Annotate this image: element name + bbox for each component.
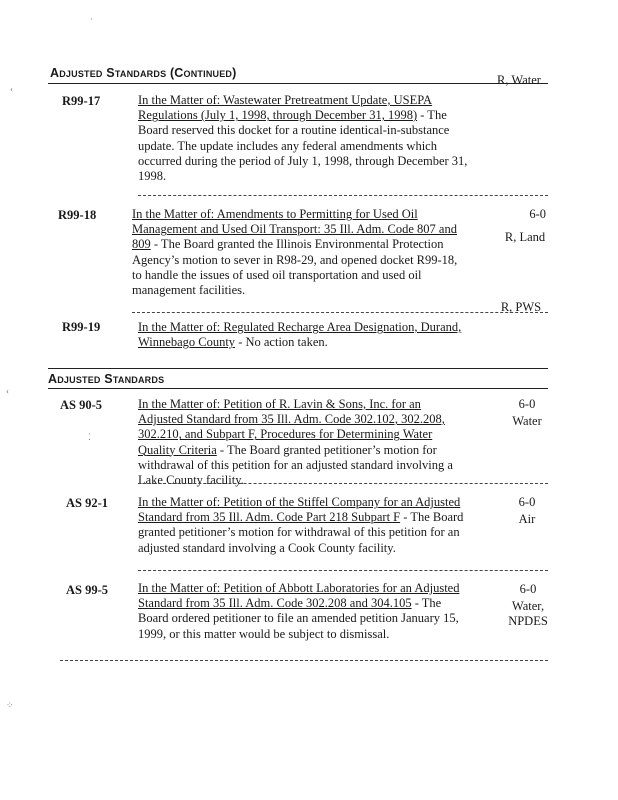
scan-speck: ‹ — [10, 84, 13, 94]
entry-meta — [492, 579, 564, 629]
docket-number: AS 90-5 — [60, 398, 103, 412]
entry-description — [138, 397, 468, 488]
entry-body: - The Board ordered petitioner to file an amended petition January 15, 1999, or this matter would be subject to dismissal. — [138, 596, 459, 641]
entry-divider — [60, 660, 548, 661]
entry-description — [138, 320, 468, 350]
category-label: R, Water — [497, 73, 541, 87]
category-label: Air — [518, 512, 536, 526]
heading-rule — [48, 388, 548, 389]
entry-body: - The Board reserved this docket for a routine identical-in-substance update. The update includes any federal amendments which occurred during the period of July 1, 1998, through December 31, 1998. — [138, 108, 468, 184]
entry-meta — [490, 204, 560, 245]
docket-number: R99-19 — [62, 320, 101, 334]
entry-title: In the Matter of: Regulated Recharge Area Designation, Durand, Winnebago County — [138, 320, 462, 350]
entry-title: In the Matter of: Petition of the Stiffel Company for an Adjusted Standard from 35 Ill. Adm. Code Part 218 Subpart F — [138, 495, 461, 525]
docket-number: AS 92-1 — [66, 496, 109, 510]
entry-description — [132, 207, 462, 298]
section-heading-adjusted-standards: Adjusted Standards — [48, 372, 165, 386]
entry-divider — [138, 195, 548, 196]
docket-number: R99-18 — [58, 208, 97, 222]
scan-speck: ⁚ — [88, 432, 91, 442]
entry-divider — [138, 570, 548, 571]
entry-description — [138, 581, 468, 642]
category-label: R, Land — [504, 230, 546, 244]
vote-count: 6-0 — [518, 495, 536, 509]
entry-title: In the Matter of: Wastewater Pretreatment Update, USEPA Regulations (July 1, 1998, through December 31, 1998) — [138, 93, 433, 123]
entry-meta — [492, 394, 562, 429]
entry-body: - No action taken. — [235, 335, 328, 350]
scan-speck: ‹ — [6, 386, 9, 396]
vote-count: 6-0 — [518, 397, 536, 411]
heading-rule — [48, 83, 548, 84]
category-label: R, PWS — [500, 300, 542, 314]
entry-divider — [138, 483, 548, 484]
category-label: Water, NPDES — [508, 599, 548, 628]
vote-count: 6-0 — [519, 582, 537, 596]
section-heading-continued: Adjusted Standards (Continued) — [50, 66, 237, 80]
entry-description — [138, 495, 468, 556]
entry-meta — [492, 492, 562, 527]
entry-title: In the Matter of: Amendments to Permitting for Used Oil Management and Used Oil Transport: 35 Ill. Adm. Code 807 and 809 — [132, 207, 457, 252]
scan-speck: · — [90, 14, 93, 24]
scan-speck: ⁘ — [6, 700, 14, 710]
category-label: Water — [512, 414, 542, 428]
heading-rule — [48, 368, 548, 369]
entry-title: In the Matter of: Petition of Abbott Laboratories for an Adjusted Standard from 35 Ill. Adm. Code 302.208 and 304.105 — [138, 581, 460, 611]
entry-title: In the Matter of: Petition of R. Lavin & Sons, Inc. for an Adjusted Standard from 35 Ill. Adm. Code 302.102, 302.208, 302.210, and Subpart F, Procedures for Determining Water Quality Criteria — [138, 397, 445, 457]
entry-description — [138, 93, 468, 184]
entry-body: - The Board granted petitioner’s motion for withdrawal of this petition for an adjusted standard involving a Cook County facility. — [138, 510, 464, 555]
entry-body: - The Board granted the Illinois Environmental Protection Agency’s motion to sever in R98-29, and opened docket R99-18, to handle the issues of used oil transportation and used oil management facilities. — [132, 237, 458, 298]
vote-count: 6-0 — [529, 207, 546, 221]
docket-number: AS 99-5 — [66, 583, 109, 597]
docket-number: R99-17 — [62, 94, 101, 108]
entry-body: - The Board granted petitioner’s motion for withdrawal of this petition for an adjusted standard involving a Lake County facility. — [138, 442, 453, 488]
